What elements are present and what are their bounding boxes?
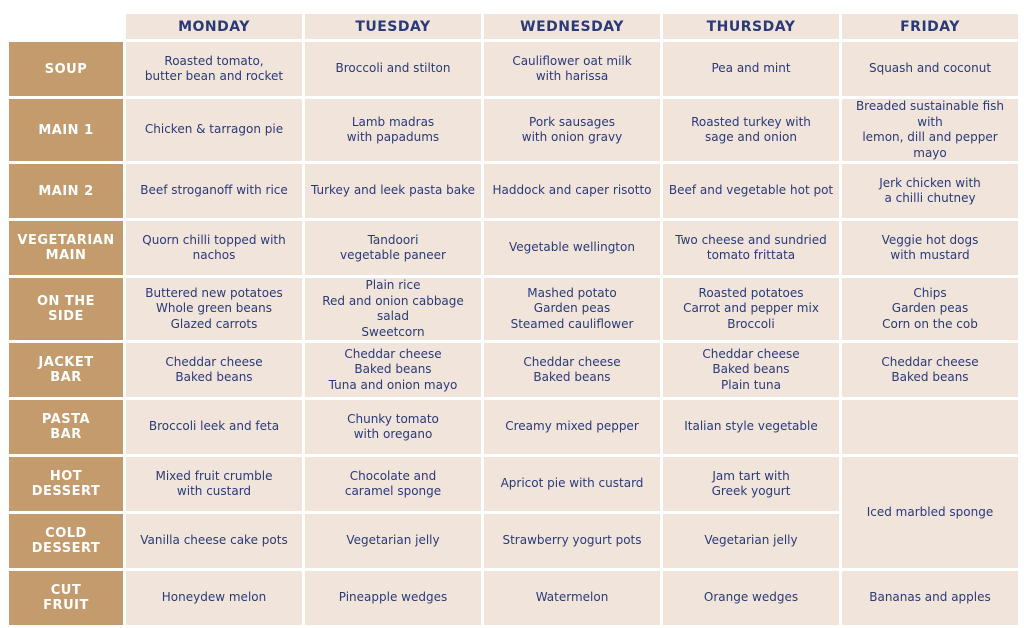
day-header-monday: MONDAY	[126, 14, 302, 39]
menu-item: Chips Garden peas Corn on the cob	[842, 278, 1018, 340]
menu-item: Squash and coconut	[842, 42, 1018, 96]
menu-item: Turkey and leek pasta bake	[305, 164, 481, 218]
menu-item: Vegetarian jelly	[305, 514, 481, 568]
menu-item: Italian style vegetable	[663, 400, 839, 454]
day-header-tuesday: TUESDAY	[305, 14, 481, 39]
menu-item: Mixed fruit crumble with custard	[126, 457, 302, 511]
menu-row-on-the-side	[9, 278, 1018, 340]
menu-item: Apricot pie with custard	[484, 457, 660, 511]
menu-item-empty	[842, 400, 1018, 454]
menu-item: Pea and mint	[663, 42, 839, 96]
menu-item: Broccoli and stilton	[305, 42, 481, 96]
menu-item: Creamy mixed pepper	[484, 400, 660, 454]
menu-item: Bananas and apples	[842, 571, 1018, 625]
menu-item-friday-dessert: Iced marbled sponge	[842, 457, 1018, 568]
menu-item: Pineapple wedges	[305, 571, 481, 625]
menu-item: Lamb madras with papadums	[305, 99, 481, 161]
menu-row-cut-fruit	[9, 571, 1018, 625]
category-label: PASTA BAR	[9, 400, 123, 454]
menu-item: Chocolate and caramel sponge	[305, 457, 481, 511]
menu-item: Cheddar cheese Baked beans	[842, 343, 1018, 397]
menu-item: Orange wedges	[663, 571, 839, 625]
menu-item: Vanilla cheese cake pots	[126, 514, 302, 568]
category-label: HOT DESSERT	[9, 457, 123, 511]
menu-item: Cheddar cheese Baked beans Plain tuna	[663, 343, 839, 397]
menu-row-pasta-bar	[9, 400, 1018, 454]
menu-item: Beef stroganoff with rice	[126, 164, 302, 218]
menu-item: Breaded sustainable fish with lemon, dill and pepper mayo	[842, 99, 1018, 161]
menu-row-jacket-bar	[9, 343, 1018, 397]
menu-item: Tandoori vegetable paneer	[305, 221, 481, 275]
menu-item: Jerk chicken with a chilli chutney	[842, 164, 1018, 218]
menu-item: Cheddar cheese Baked beans Tuna and onion mayo	[305, 343, 481, 397]
menu-item: Strawberry yogurt pots	[484, 514, 660, 568]
menu-item: Jam tart with Greek yogurt	[663, 457, 839, 511]
menu-table	[6, 11, 1021, 628]
category-label: MAIN 1	[9, 99, 123, 161]
menu-item: Roasted tomato, butter bean and rocket	[126, 42, 302, 96]
menu-item: Honeydew melon	[126, 571, 302, 625]
menu-item: Plain rice Red and onion cabbage salad Sweetcorn	[305, 278, 481, 340]
corner-cell	[9, 14, 123, 39]
menu-item: Watermelon	[484, 571, 660, 625]
menu-row-main-2	[9, 164, 1018, 218]
menu-row-soup	[9, 42, 1018, 96]
category-label: VEGETARIAN MAIN	[9, 221, 123, 275]
menu-item: Haddock and caper risotto	[484, 164, 660, 218]
category-label: CUT FRUIT	[9, 571, 123, 625]
day-header-row	[9, 14, 1018, 39]
menu-item: Quorn chilli topped with nachos	[126, 221, 302, 275]
day-header-wednesday: WEDNESDAY	[484, 14, 660, 39]
menu-item: Buttered new potatoes Whole green beans Glazed carrots	[126, 278, 302, 340]
menu-row-main-1	[9, 99, 1018, 161]
menu-item: Chunky tomato with oregano	[305, 400, 481, 454]
category-label: JACKET BAR	[9, 343, 123, 397]
menu-item: Roasted turkey with sage and onion	[663, 99, 839, 161]
day-header-thursday: THURSDAY	[663, 14, 839, 39]
menu-item: Cheddar cheese Baked beans	[126, 343, 302, 397]
menu-item: Veggie hot dogs with mustard	[842, 221, 1018, 275]
menu-row-hot-dessert	[9, 457, 1018, 511]
menu-item: Mashed potato Garden peas Steamed cauliflower	[484, 278, 660, 340]
category-label: SOUP	[9, 42, 123, 96]
menu-item: Cheddar cheese Baked beans	[484, 343, 660, 397]
menu-item: Cauliflower oat milk with harissa	[484, 42, 660, 96]
category-label: MAIN 2	[9, 164, 123, 218]
category-label: ON THE SIDE	[9, 278, 123, 340]
menu-item: Chicken & tarragon pie	[126, 99, 302, 161]
category-label: COLD DESSERT	[9, 514, 123, 568]
menu-item: Pork sausages with onion gravy	[484, 99, 660, 161]
day-header-friday: FRIDAY	[842, 14, 1018, 39]
menu-row-vegetarian-main	[9, 221, 1018, 275]
menu-item: Roasted potatoes Carrot and pepper mix Broccoli	[663, 278, 839, 340]
menu-item: Vegetarian jelly	[663, 514, 839, 568]
menu-item: Two cheese and sundried tomato frittata	[663, 221, 839, 275]
menu-item: Broccoli leek and feta	[126, 400, 302, 454]
menu-item: Vegetable wellington	[484, 221, 660, 275]
menu-item: Beef and vegetable hot pot	[663, 164, 839, 218]
